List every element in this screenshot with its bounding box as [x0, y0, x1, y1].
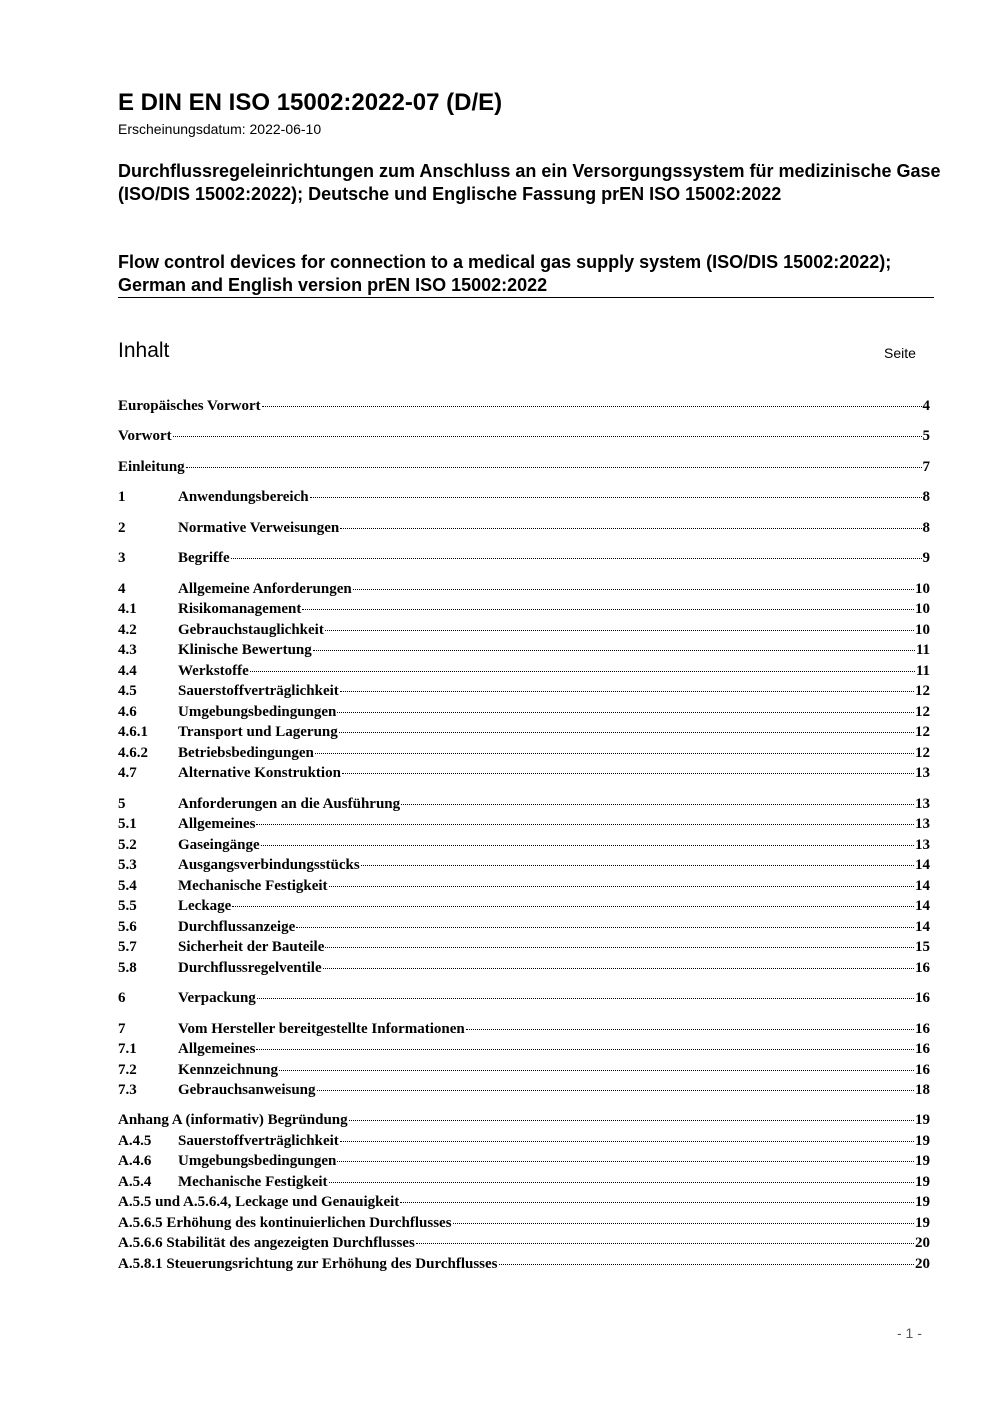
toc-entry-title: A.5.5 und A.5.6.4, Leckage und Genauigkeit: [118, 1194, 400, 1210]
toc-entry-title: Klinische Bewertung: [178, 642, 312, 658]
toc-entry-title: Werkstoffe: [178, 663, 249, 679]
toc-entry[interactable]: [118, 794, 930, 814]
toc-entry-page: 19: [915, 1133, 930, 1149]
toc-dot-leader: [310, 497, 922, 498]
toc-entry-title: A.5.8.1 Steuerungsrichtung zur Erhöhung des Durchflusses: [118, 1256, 498, 1272]
toc-entry-page: 14: [915, 898, 930, 914]
toc-entry-title: Gebrauchsanweisung: [178, 1082, 316, 1098]
toc-entry-page: 19: [915, 1112, 930, 1128]
toc-dot-leader: [186, 467, 922, 468]
toc-entry-page: 9: [922, 550, 930, 566]
toc-entry[interactable]: [118, 855, 930, 875]
toc-dot-leader: [340, 528, 921, 529]
toc-entry-title: Mechanische Festigkeit: [178, 1174, 328, 1190]
toc-entry-title: Sicherheit der Bauteile: [178, 939, 325, 955]
toc-entry-number: 5: [118, 796, 126, 812]
toc-entry-number: 3: [118, 550, 126, 566]
toc-dot-leader: [339, 732, 914, 733]
toc-entry[interactable]: [118, 1172, 930, 1192]
toc-entry-page: 12: [915, 704, 930, 720]
toc-entry-number: 4.5: [118, 683, 137, 699]
toc-entry-title: Durchflussregelventile: [178, 960, 322, 976]
toc-entry-page: 5: [922, 428, 930, 444]
toc-entry-page: 16: [915, 960, 930, 976]
toc-entry[interactable]: [118, 1110, 930, 1130]
toc-entry-page: 18: [915, 1082, 930, 1098]
toc-dot-leader: [401, 804, 914, 805]
toc-entry-title: Risikomanagement: [178, 601, 302, 617]
toc-page-column-label: Seite: [884, 345, 916, 361]
toc-dot-leader: [466, 1029, 914, 1030]
toc-entry[interactable]: [118, 1254, 930, 1274]
toc-dot-leader: [325, 947, 914, 948]
toc-entry-page: 20: [915, 1235, 930, 1251]
toc-dot-leader: [453, 1223, 914, 1224]
toc-entry-number: 6: [118, 990, 126, 1006]
toc-entry[interactable]: [118, 640, 930, 660]
toc-dot-leader: [361, 865, 914, 866]
toc-entry[interactable]: [118, 579, 930, 599]
toc-entry-page: 13: [915, 837, 930, 853]
toc-entry[interactable]: [118, 1151, 930, 1171]
toc-dot-leader: [337, 1161, 914, 1162]
toc-entry-page: 16: [915, 1062, 930, 1078]
toc-entry[interactable]: [118, 1233, 930, 1253]
toc-entry-page: 16: [915, 1021, 930, 1037]
toc-dot-leader: [256, 824, 914, 825]
toc-entry-number: 5.5: [118, 898, 137, 914]
toc-dot-leader: [315, 753, 914, 754]
toc-entry-page: 14: [915, 857, 930, 873]
toc-entry-page: 10: [915, 622, 930, 638]
toc-entry[interactable]: [118, 835, 930, 855]
toc-entry-page: 11: [915, 642, 930, 658]
toc-entry-number: 2: [118, 520, 126, 536]
toc-dot-leader: [416, 1243, 914, 1244]
toc-entry-page: 13: [915, 765, 930, 781]
toc-entry-page: 12: [915, 683, 930, 699]
toc-entry[interactable]: [118, 1213, 930, 1233]
toc-entry-number: 4.2: [118, 622, 137, 638]
toc-entry-number: 5.7: [118, 939, 137, 955]
toc-entry-title: Allgemeine Anforderungen: [178, 581, 352, 597]
toc-entry-title: Einleitung: [118, 459, 185, 475]
toc-dot-leader: [325, 630, 914, 631]
toc-entry-page: 15: [915, 939, 930, 955]
toc-entry-number: 4.6.1: [118, 724, 148, 740]
toc-entry[interactable]: [118, 396, 930, 416]
toc-entry[interactable]: [118, 620, 930, 640]
toc-dot-leader: [313, 650, 915, 651]
toc-dot-leader: [317, 1090, 914, 1091]
toc-entry-page: 20: [915, 1256, 930, 1272]
toc-entry[interactable]: [118, 487, 930, 507]
toc-entry-number: 5.2: [118, 837, 137, 853]
toc-entry-title: Anforderungen an die Ausführung: [178, 796, 401, 812]
toc-entry-title: Europäisches Vorwort: [118, 398, 261, 414]
toc-entry-title: Alternative Konstruktion: [178, 765, 341, 781]
toc-entry-number: 5.6: [118, 919, 137, 935]
toc-dot-leader: [232, 906, 914, 907]
toc-entry-title: Anhang A (informativ) Begründung: [118, 1112, 348, 1128]
toc-entry-title: Gaseingänge: [178, 837, 260, 853]
toc-entry-title: Umgebungsbedingungen: [178, 1153, 337, 1169]
toc-dot-leader: [256, 1049, 914, 1050]
toc-dot-leader: [353, 589, 914, 590]
toc-dot-leader: [279, 1070, 914, 1071]
toc-entry-title: Umgebungsbedingungen: [178, 704, 337, 720]
toc-entry-number: 4: [118, 581, 126, 597]
toc-entry[interactable]: [118, 1019, 930, 1039]
toc-entry-title: Sauerstoffverträglichkeit: [178, 1133, 339, 1149]
toc-dot-leader: [250, 671, 915, 672]
toc-heading: Inhalt: [118, 339, 170, 362]
toc-entry-page: 12: [915, 724, 930, 740]
toc-entry-page: 4: [922, 398, 930, 414]
toc-entry-title: Begriffe: [178, 550, 230, 566]
toc-entry[interactable]: [118, 814, 930, 834]
toc-entry-title: Ausgangsverbindungsstücks: [178, 857, 360, 873]
toc-entry[interactable]: [118, 722, 930, 742]
title-divider: [118, 297, 934, 298]
toc-entry[interactable]: [118, 1039, 930, 1059]
toc-entry-title: Leckage: [178, 898, 232, 914]
toc-entry[interactable]: [118, 896, 930, 916]
toc-entry[interactable]: [118, 548, 930, 568]
toc-entry-number: 4.7: [118, 765, 137, 781]
toc-entry-title: Betriebsbedingungen: [178, 745, 314, 761]
toc-entry-number: 7: [118, 1021, 126, 1037]
toc-entry-title: Allgemeines: [178, 1041, 256, 1057]
toc-entry-number: 4.4: [118, 663, 137, 679]
toc-entry-page: 10: [915, 601, 930, 617]
toc-entry-number: 5.3: [118, 857, 137, 873]
toc-entry[interactable]: [118, 876, 930, 896]
toc-entry-title: Mechanische Festigkeit: [178, 878, 328, 894]
toc-entry-page: 10: [915, 581, 930, 597]
toc-entry-title: Anwendungsbereich: [178, 489, 309, 505]
toc-entry-page: 8: [922, 520, 930, 536]
toc-entry-number: 7.2: [118, 1062, 137, 1078]
toc-entry-title: Kennzeichnung: [178, 1062, 279, 1078]
toc-entry[interactable]: [118, 1131, 930, 1151]
toc-entry[interactable]: [118, 457, 930, 477]
toc-entry-number: 5.4: [118, 878, 137, 894]
toc-entry-title: Sauerstoffverträglichkeit: [178, 683, 339, 699]
toc-entry-number: 5.8: [118, 960, 137, 976]
toc-dot-leader: [329, 886, 914, 887]
toc-entry[interactable]: [118, 518, 930, 538]
toc-entry[interactable]: [118, 763, 930, 783]
toc-entry-page: 12: [915, 745, 930, 761]
toc-entry-page: 19: [915, 1194, 930, 1210]
toc-entry-number: A.5.4: [118, 1174, 152, 1190]
toc-entry-number: 1: [118, 489, 126, 505]
toc-entry-title: Durchflussanzeige: [178, 919, 296, 935]
toc-entry-number: A.4.6: [118, 1153, 152, 1169]
toc-entry-page: 13: [915, 816, 930, 832]
page-number: - 1 -: [897, 1325, 922, 1341]
toc-dot-leader: [262, 406, 922, 407]
publication-date: Erscheinungsdatum: 2022-06-10: [118, 121, 322, 137]
toc-dot-leader: [231, 558, 922, 559]
toc-entry-number: 4.3: [118, 642, 137, 658]
toc-dot-leader: [329, 1182, 914, 1183]
title-german: Durchflussregeleinrichtungen zum Anschluss an ein Versorgungssystem für medizinische Gase (ISO/DIS 15002:2022); Deutsche und Englische Fassung prEN ISO 15002:2022: [118, 161, 941, 204]
toc-dot-leader: [261, 845, 914, 846]
toc-entry[interactable]: [118, 1060, 930, 1080]
toc-dot-leader: [323, 968, 914, 969]
toc-entry[interactable]: [118, 917, 930, 937]
toc-entry-number: 4.1: [118, 601, 137, 617]
toc-entry-page: 14: [915, 878, 930, 894]
toc-dot-leader: [302, 609, 914, 610]
toc-dot-leader: [340, 691, 914, 692]
toc-entry-title: Vorwort: [118, 428, 172, 444]
toc-entry[interactable]: [118, 937, 930, 957]
toc-entry[interactable]: [118, 1192, 930, 1212]
toc-entry-title: A.5.6.6 Stabilität des angezeigten Durchflusses: [118, 1235, 415, 1251]
toc-entry-title: Verpackung: [178, 990, 256, 1006]
toc-entry[interactable]: [118, 702, 930, 722]
document-id: E DIN EN ISO 15002:2022-07 (D/E): [118, 89, 503, 116]
toc-entry-page: 7: [922, 459, 930, 475]
toc-entry[interactable]: [118, 1080, 930, 1100]
toc-entry[interactable]: [118, 599, 930, 619]
toc-entry-page: 8: [922, 489, 930, 505]
toc-dot-leader: [400, 1202, 914, 1203]
toc-dot-leader: [257, 998, 914, 999]
toc-entry-number: 4.6.2: [118, 745, 148, 761]
toc-dot-leader: [337, 712, 914, 713]
toc-entry[interactable]: [118, 681, 930, 701]
toc-entry-page: 19: [915, 1215, 930, 1231]
toc-entry-title: Allgemeines: [178, 816, 256, 832]
toc-dot-leader: [499, 1264, 914, 1265]
toc-entry[interactable]: [118, 661, 930, 681]
toc-entry-number: 7.1: [118, 1041, 137, 1057]
toc-entry-title: Normative Verweisungen: [178, 520, 340, 536]
toc-entry[interactable]: [118, 958, 930, 978]
toc-entry-number: 5.1: [118, 816, 137, 832]
toc-entry-title: Gebrauchstauglichkeit: [178, 622, 324, 638]
toc-entry-title: Transport und Lagerung: [178, 724, 338, 740]
toc-entry-page: 16: [915, 1041, 930, 1057]
toc-entry-number: 4.6: [118, 704, 137, 720]
toc-entry-page: 11: [915, 663, 930, 679]
toc-entry-title: A.5.6.5 Erhöhung des kontinuierlichen Durchflusses: [118, 1215, 452, 1231]
toc-entry-title: Vom Hersteller bereitgestellte Informationen: [178, 1021, 465, 1037]
toc-dot-leader: [349, 1120, 914, 1121]
toc-dot-leader: [296, 927, 914, 928]
toc-entry-page: 19: [915, 1153, 930, 1169]
toc-dot-leader: [173, 436, 922, 437]
toc-entry-page: 14: [915, 919, 930, 935]
toc-dot-leader: [340, 1141, 914, 1142]
toc-entry-number: 7.3: [118, 1082, 137, 1098]
toc-entry-page: 19: [915, 1174, 930, 1190]
toc-entry-page: 13: [915, 796, 930, 812]
toc-entry[interactable]: [118, 988, 930, 1008]
toc-entry[interactable]: [118, 743, 930, 763]
toc-entry[interactable]: [118, 426, 930, 446]
toc-dot-leader: [342, 773, 914, 774]
toc-entry-number: A.4.5: [118, 1133, 152, 1149]
title-english: Flow control devices for connection to a medical gas supply system (ISO/DIS 15002:2022); German and English version prEN ISO 15002:2022: [118, 252, 892, 295]
toc-entry-page: 16: [915, 990, 930, 1006]
